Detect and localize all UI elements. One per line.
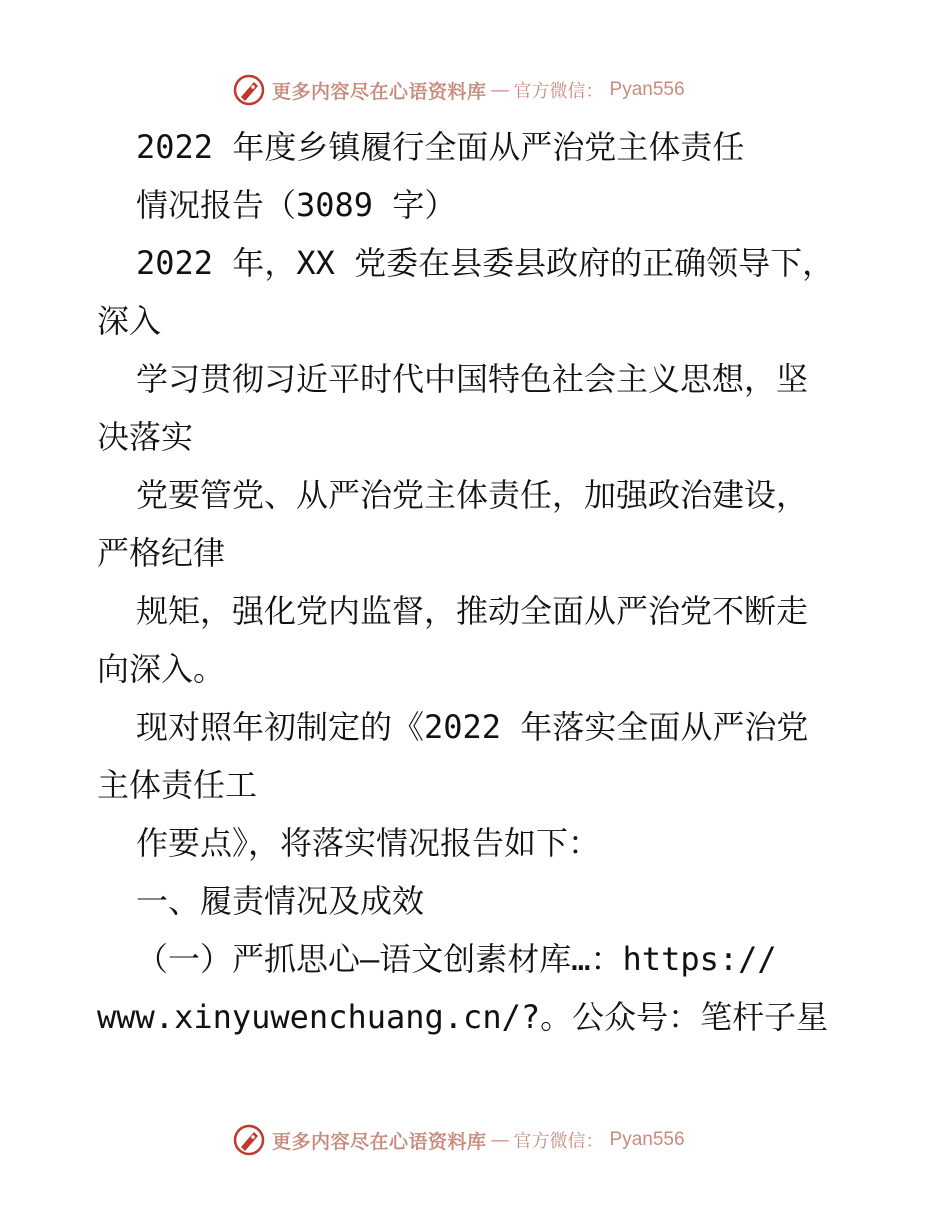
doc-paragraph-line: 向深入。: [97, 650, 226, 688]
doc-paragraph-line: 2022 年，XX 党委在县委县政府的正确领导下，: [136, 244, 835, 282]
doc-paragraph-line: 党要管党、从严治党主体责任，加强政治建设，: [136, 476, 809, 514]
header-banner-wechat-label: 官方微信：: [513, 81, 604, 102]
doc-paragraph-line: 深入: [97, 302, 162, 340]
doc-paragraph-line: 学习贯彻习近平时代中国特色社会主义思想，坚: [136, 360, 809, 398]
pen-nib-logo-icon: [232, 1123, 266, 1157]
footer-banner-dash: —: [490, 1129, 510, 1151]
doc-paragraph-line: 规矩，强化党内监督，推动全面从严治党不断走: [136, 592, 809, 630]
header-watermark-banner: [232, 70, 685, 110]
doc-title-line-2: 情况报告（3089 字）: [136, 186, 457, 224]
doc-paragraph-line: 作要点》，将落实情况报告如下：: [136, 824, 601, 862]
doc-paragraph-line: 现对照年初制定的《2022 年落实全面从严治党: [136, 708, 809, 746]
document-body: [97, 118, 857, 1046]
pen-nib-logo-icon: [232, 73, 266, 107]
doc-url-line: www.xinyuwenchuang.cn/?。公众号：笔杆子星: [97, 998, 829, 1036]
header-banner-wechat-id: Pyan556: [609, 79, 685, 100]
doc-title-line-1: 2022 年度乡镇履行全面从严治党主体责任: [136, 128, 745, 166]
header-banner-title: 更多内容尽在心语资料库: [272, 80, 487, 103]
footer-banner-title: 更多内容尽在心语资料库: [272, 1130, 487, 1153]
doc-subsection-line: （一）严抓思心—语文创素材库…：https://: [136, 940, 777, 978]
footer-banner-wechat-label: 官方微信：: [513, 1131, 604, 1152]
doc-paragraph-line: 主体责任工: [97, 766, 258, 804]
doc-paragraph-line: 严格纪律: [97, 534, 226, 572]
footer-watermark-banner: [232, 1120, 685, 1160]
doc-section-heading: 一、履责情况及成效: [136, 882, 425, 920]
header-banner-dash: —: [490, 79, 510, 101]
doc-paragraph-line: 决落实: [97, 418, 194, 456]
footer-banner-wechat-id: Pyan556: [609, 1129, 685, 1150]
